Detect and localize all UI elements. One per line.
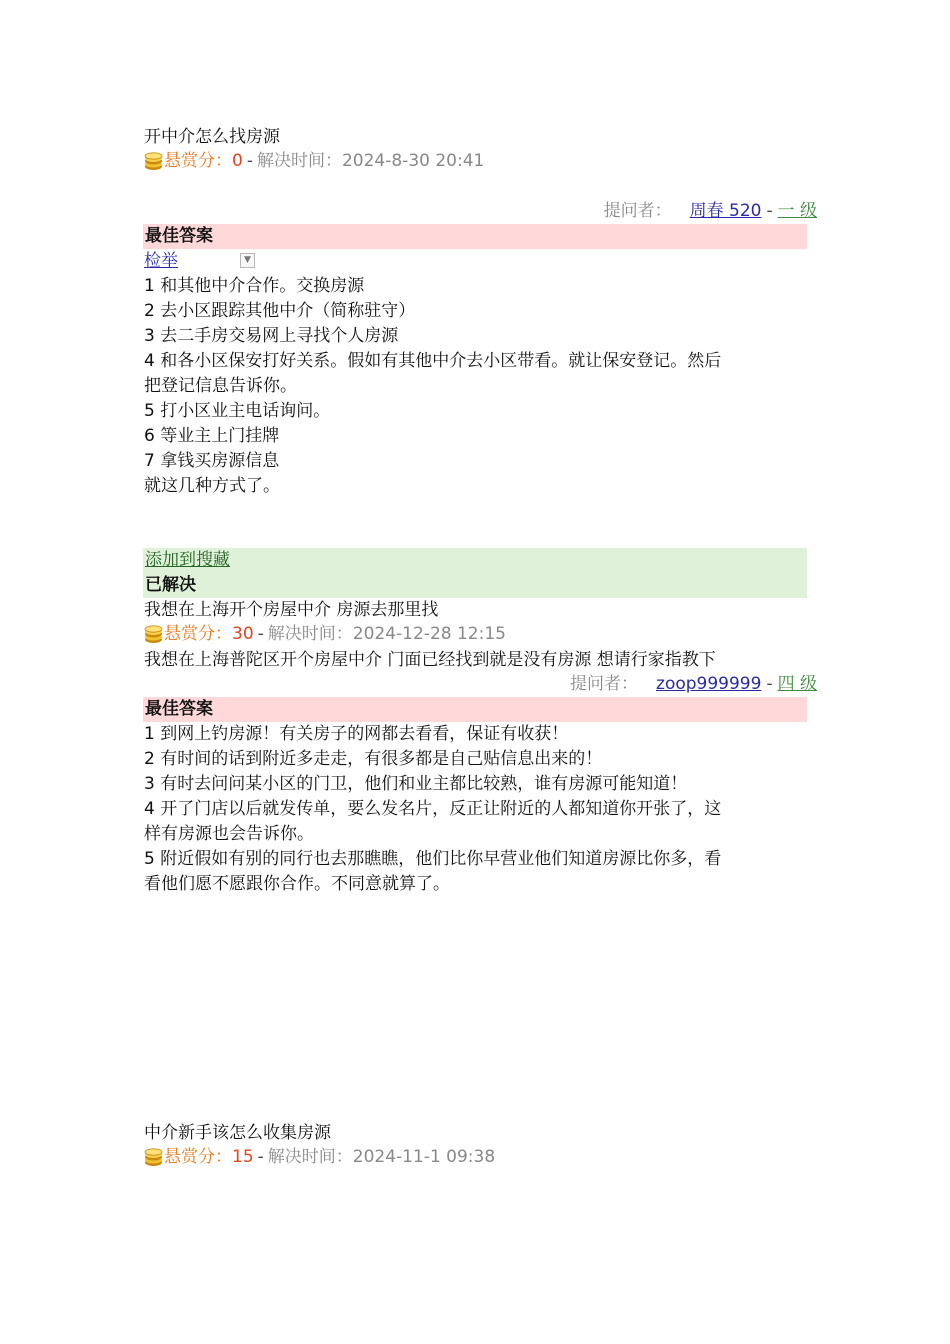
resolve-time-label: 解决时间： [256,151,342,171]
answer-line: 4 开了门店以后就发传单，要么发名片，反正让附近的人都知道你开张了，这 [144,799,722,819]
question-meta [144,1145,495,1170]
answer-line: 样有房源也会告诉你。 [144,824,314,844]
answer-line: 把登记信息告诉你。 [144,376,297,396]
answer-line: 7 拿钱买房源信息 [144,451,280,471]
reward-value: 30 [232,624,254,644]
asker-label: 提问者： [603,201,672,221]
best-answer-header: 最佳答案 [143,224,807,249]
answer-line: 3 有时去问问某小区的门卫，他们和业主都比较熟，谁有房源可能知道！ [144,774,688,794]
asker-level-link[interactable]: 一 级 [777,201,817,221]
reward-value: 0 [232,151,243,171]
coin-stack-icon [144,625,163,644]
separator: - [766,201,773,221]
resolved-status: 已解决 [143,573,807,598]
resolve-time-value: 2024-12-28 12:15 [352,624,506,644]
separator: - [257,1147,264,1167]
resolve-time-label: 解决时间： [267,1147,353,1167]
question-description: 我想在上海普陀区开个房屋中介 门面已经找到就是没有房源 想请行家指教下 [144,650,716,670]
coin-stack-icon [144,152,163,171]
resolve-time-label: 解决时间： [267,624,353,644]
answer-body [144,722,721,897]
answer-line: 2 去小区跟踪其他中介（简称驻守） [144,301,416,321]
answer-line: 6 等业主上门挂牌 [144,426,280,446]
resolve-time-value: 2024-11-1 09:38 [352,1147,496,1167]
asker-info [604,199,817,224]
separator: - [257,624,264,644]
question-meta [144,622,506,647]
question-title: 我想在上海开个房屋中介 房源去那里找 [144,600,439,620]
answer-line: 2 有时间的话到附近多走走，有很多都是自己贴信息出来的！ [144,749,603,769]
asker-name-link[interactable]: zoop999999 [656,674,762,694]
asker-level-link[interactable]: 四 级 [777,674,817,694]
answer-line: 5 打小区业主电话询问。 [144,401,331,421]
asker-label: 提问者： [570,674,639,694]
question-title: 开中介怎么找房源 [144,127,280,147]
answer-line: 就这几种方式了。 [144,476,280,496]
reward-label: 悬赏分： [164,1147,232,1167]
asker-info [570,672,817,697]
answer-line: 1 和其他中介合作。交换房源 [144,276,365,296]
resolve-time-value: 2024-8-30 20:41 [341,151,485,171]
separator: - [246,151,253,171]
answer-line: 3 去二手房交易网上寻找个人房源 [144,326,399,346]
report-link[interactable]: 检举 [144,251,178,271]
separator: - [766,674,773,694]
answer-body [144,274,721,499]
chevron-down-icon[interactable]: ▼ [240,253,255,268]
add-to-favorites-link[interactable]: 添加到搜藏 [145,550,230,570]
answer-line: 4 和各小区保安打好关系。假如有其他中介去小区带看。就让保安登记。然后 [144,351,722,371]
answer-line: 看他们愿不愿跟你合作。不同意就算了。 [144,874,450,894]
answer-line: 5 附近假如有别的同行也去那瞧瞧，他们比你早营业他们知道房源比你多，看 [144,849,722,869]
reward-value: 15 [232,1147,254,1167]
favorite-bar [143,548,807,573]
reward-label: 悬赏分： [164,624,232,644]
coin-stack-icon [144,1148,163,1167]
answer-line: 1 到网上钓房源！有关房子的网都去看看，保证有收获！ [144,724,569,744]
question-meta [144,149,484,174]
best-answer-header: 最佳答案 [143,697,807,722]
asker-name-link[interactable]: 周春 520 [689,201,762,221]
question-title: 中介新手该怎么收集房源 [144,1123,331,1143]
reward-label: 悬赏分： [164,151,232,171]
